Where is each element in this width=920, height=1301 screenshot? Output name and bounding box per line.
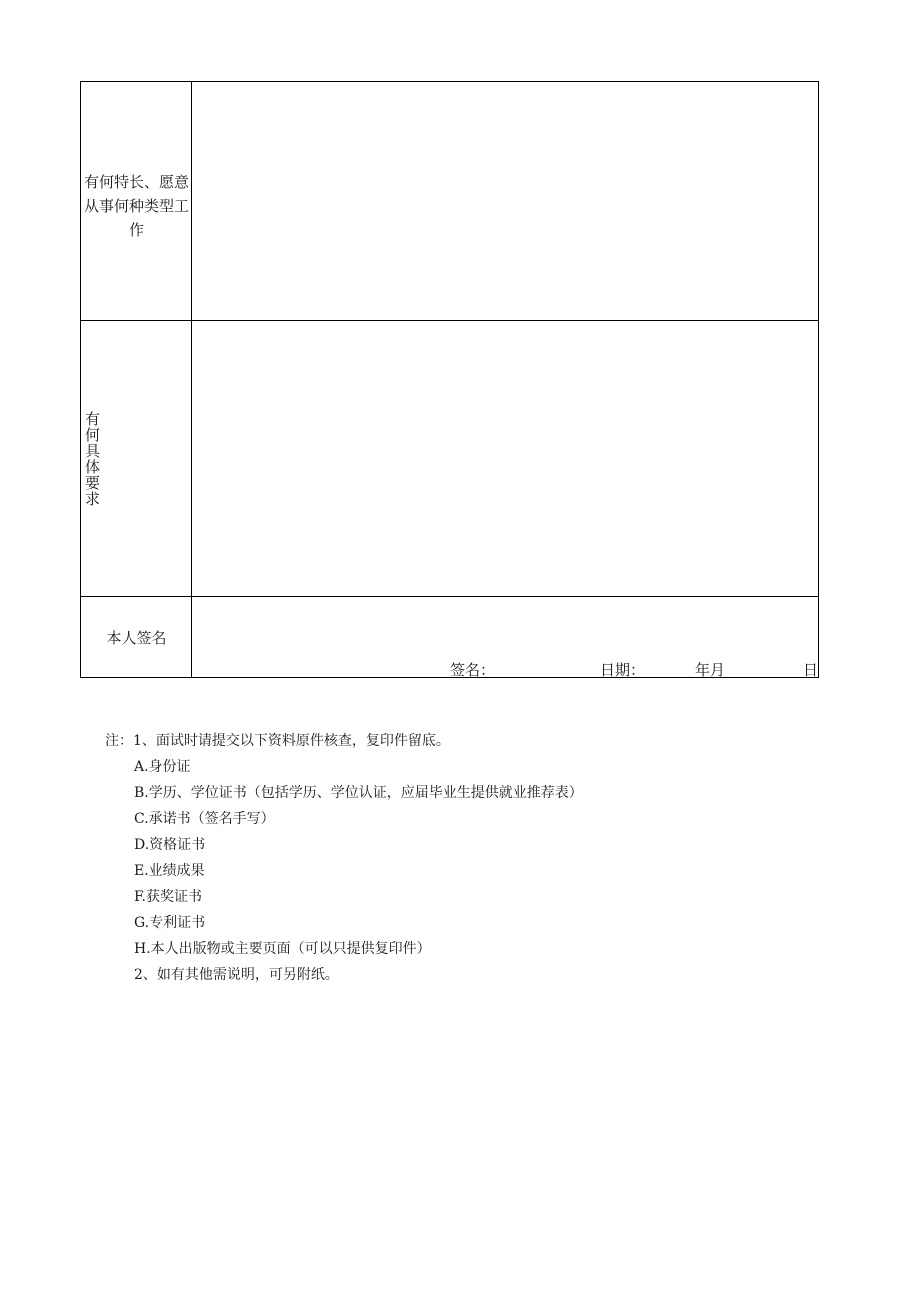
day-label: 日 (803, 661, 819, 679)
specialty-row (81, 82, 818, 321)
notes-intro: 注：1、面试时请提交以下资料原件核查，复印件留底。 (105, 733, 450, 749)
note-item-c: C.承诺书（签名手写） (134, 811, 275, 827)
requirements-label: 有何具体要求 (85, 410, 101, 508)
signature-label: 本人签名 (106, 629, 167, 647)
date-field-label: 日期： (600, 661, 646, 679)
notes-item-2: 2、如有其他需说明，可另附纸。 (134, 967, 339, 983)
year-month-label: 年月 (695, 661, 726, 679)
note-item-f: F.获奖证书 (134, 889, 202, 905)
note-item-g: G.专利证书 (134, 915, 206, 931)
signature-field-label: 签名： (450, 661, 496, 679)
application-form-table (80, 81, 819, 678)
specialty-label-line-1: 有何特长、愿意 (83, 173, 189, 191)
specialty-label (81, 170, 192, 242)
requirements-row (81, 321, 818, 597)
specialty-label-line-3: 作 (128, 221, 144, 239)
specialty-label-cell (81, 82, 192, 320)
note-item-a: A.身份证 (134, 759, 191, 775)
note-item-b: B.学历、学位证书（包括学历、学位认证，应届毕业生提供就业推荐表） (134, 785, 583, 801)
signature-label-cell (81, 597, 192, 677)
requirements-label-cell (81, 321, 192, 596)
notes-section (105, 728, 583, 988)
note-item-e: E.业绩成果 (134, 863, 205, 879)
signature-input-area[interactable] (192, 597, 818, 677)
note-item-d: D.资格证书 (134, 837, 206, 853)
signature-row (81, 597, 818, 677)
specialty-label-line-2: 从事何种类型工 (83, 197, 189, 215)
specialty-input-area[interactable] (192, 82, 818, 320)
requirements-input-area[interactable] (192, 321, 818, 596)
note-item-h: H.本人出版物或主要页面（可以只提供复印件） (134, 941, 431, 957)
